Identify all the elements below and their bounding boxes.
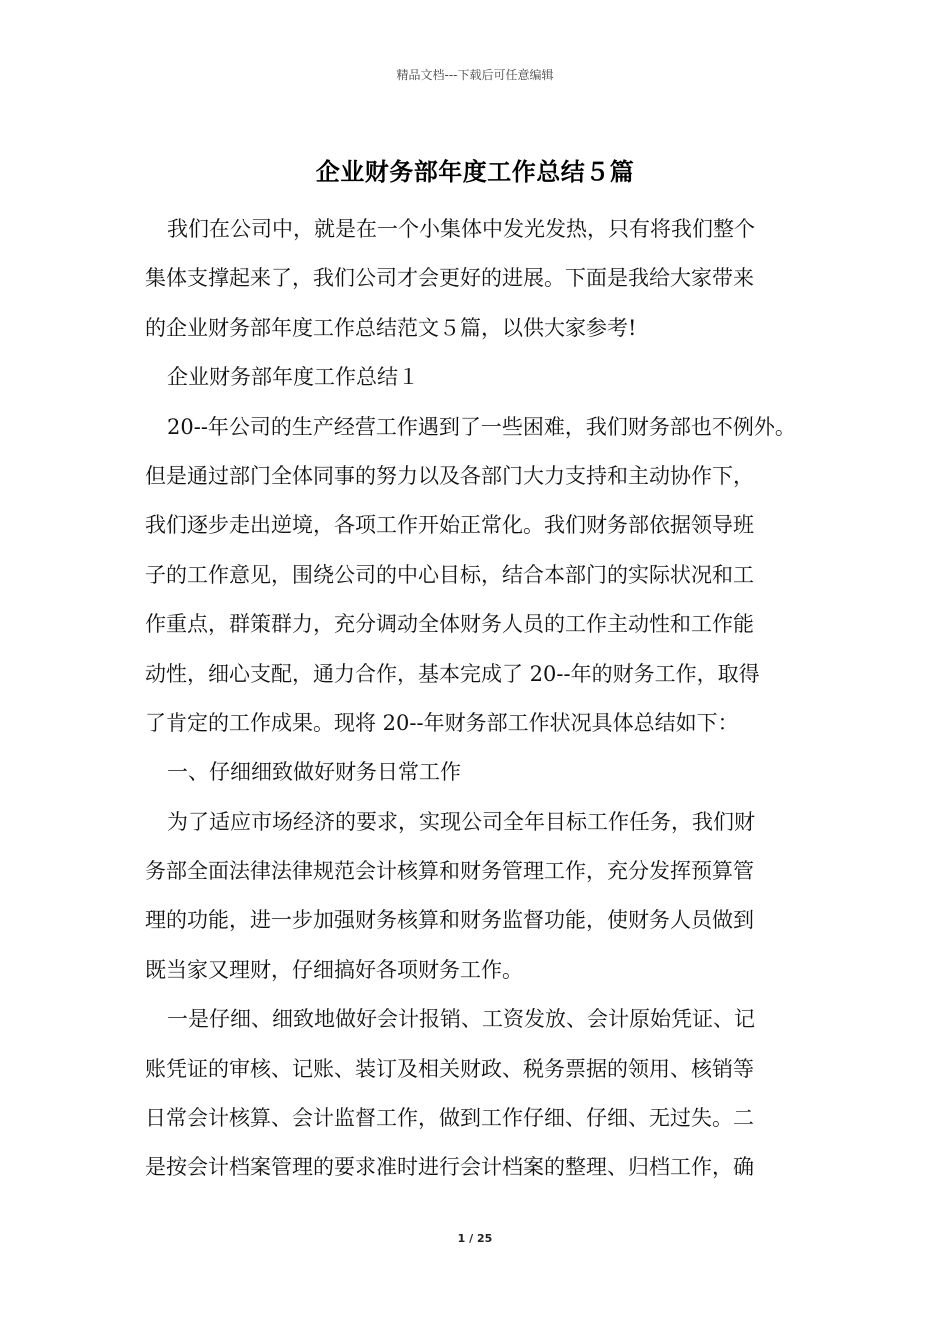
paragraph-line: 集体支撑起来了，我们公司才会更好的进展。下面是我给大家带来 bbox=[145, 266, 754, 291]
document-title: 企业财务部年度工作总结５篇 bbox=[315, 158, 635, 186]
paragraph-line: 我们逐步走出逆境，各项工作开始正常化。我们财务部依据领导班 bbox=[145, 513, 754, 538]
paragraph-line: 我们在公司中，就是在一个小集体中发光发热，只有将我们整个 bbox=[167, 217, 755, 241]
paragraph-line: 但是通过部门全体同事的努力以及各部门大力支持和主动协作下， bbox=[145, 463, 754, 488]
paragraph-line: 既当家又理财，仔细搞好各项财务工作。 bbox=[145, 957, 523, 982]
section-heading: 企业财务部年度工作总结１ bbox=[167, 365, 419, 390]
paragraph-line: 子的工作意见，围绕公司的中心目标，结合本部门的实际状况和工 bbox=[145, 562, 754, 587]
paragraph-line: 为了适应市场经济的要求，实现公司全年目标工作任务，我们财 bbox=[167, 809, 755, 834]
paragraph-line: 作重点，群策群力，充分调动全体财务人员的工作主动性和工作能 bbox=[145, 612, 754, 637]
paragraph-line: 的企业财务部年度工作总结范文５篇，以供大家参考! bbox=[145, 315, 637, 340]
paragraph-line: 了肯定的工作成果。现将 20--年财务部工作状况具体总结如下： bbox=[145, 710, 739, 735]
paragraph-line: 是按会计档案管理的要求准时进行会计档案的整理、归档工作，确 bbox=[145, 1155, 754, 1180]
paragraph-line: 动性，细心支配，通力合作，基本完成了 20--年的财务工作，取得 bbox=[145, 661, 760, 686]
header-note: 精品文档---下载后可任意编辑 bbox=[396, 68, 554, 82]
document-body bbox=[145, 205, 810, 1193]
paragraph-line: 一是仔细、细致地做好会计报销、工资发放、会计原始凭证、记 bbox=[167, 1007, 755, 1032]
subsection-heading: 一、仔细细致做好财务日常工作 bbox=[167, 760, 461, 785]
page-number: 1 / 25 bbox=[457, 1232, 493, 1245]
paragraph-line: 账凭证的审核、记账、装订及相关财政、税务票据的领用、核销等 bbox=[145, 1056, 754, 1081]
paragraph-line: 理的功能，进一步加强财务核算和财务监督功能，使财务人员做到 bbox=[145, 908, 754, 933]
paragraph-line: 务部全面法律法律规范会计核算和财务管理工作，充分发挥预算管 bbox=[145, 859, 754, 884]
paragraph-line: 20--年公司的生产经营工作遇到了一些困难，我们财务部也不例外。 bbox=[167, 414, 796, 439]
paragraph-line: 日常会计核算、会计监督工作，做到工作仔细、仔细、无过失。二 bbox=[145, 1106, 754, 1131]
